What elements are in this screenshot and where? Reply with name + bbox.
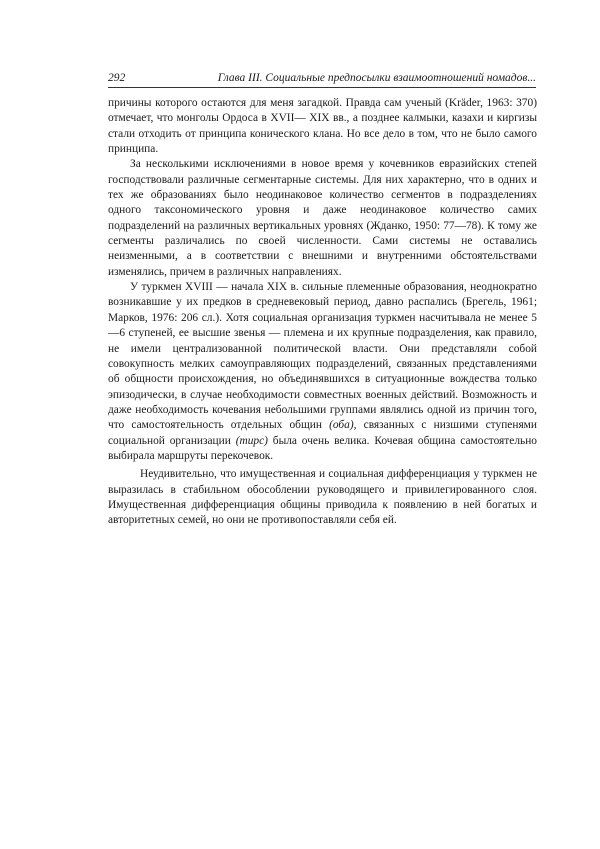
- term-oba: (оба),: [329, 419, 357, 432]
- paragraph-1: причины которого остаются для меня загадкой. Правда сам ученый (Kräder, 1963: 370) отмечает, что монголы Ордоса в XVII— XIX вв., а позднее калмыки, казахи и киргизы стали отходить от принципа конического клана. Но все дело в том, что не было самого принципа.: [108, 97, 537, 156]
- paragraph-2: За несколькими исключениями в новое время у кочевников евразийских степей господствовали различные сегментарные системы. Для них характерно, что в одних и тех же образованиях было неодинаковое количество сегментов в подразделениях одного таксономического уровня и даже неодинаковое количество самих подразделений на различных вертикальных уровнях (Жданко, 1950: 77—78). К тому же сегменты различались по своей численности. Сами системы не оставались неизменными, а в соответствии с внешними и внутренними обстоятельствами изменялись, причем в различных направлениях.: [108, 158, 537, 278]
- term-tire: (тирс): [235, 434, 268, 447]
- paragraph-3-part-2: связанных с низшими ступенями социальной организации: [108, 419, 537, 447]
- page-number: 292: [108, 72, 126, 84]
- header-rule: [108, 87, 536, 88]
- paragraph-3-part-3: была очень велика. Кочевая община самостоятельно выбирала маршруты перекочевок.: [108, 434, 537, 462]
- running-head: [108, 70, 536, 88]
- chapter-title: Глава III. Социальные предпосылки взаимоотношений номадов...: [217, 72, 536, 84]
- paragraph-4: Неудивительно, что имущественная и социальная дифференциация у туркмен не выразилась в стабильном обособлении руководящего и привилегированного слоя. Имущественная дифференциация общины приводила к появлению в ней богатых и авторитетных семей, но они не противопоставляли себя ей.: [108, 468, 537, 527]
- body-text: [108, 96, 537, 529]
- paragraph-3: [108, 280, 537, 464]
- paragraph-3-part-1: У туркмен XVIII — начала XIX в. сильные племенные образования, неоднократно возникавшие у их предков в средневековый период, давно распались (Брегель, 1961; Марков, 1976: 206 сл.). Хотя социальная организация туркмен насчитывала не менее 5—6 ступеней, ее высшие звенья — племена и их крупные подразделения, как правило, не имели централизованной политической власти. Они представляли собой совокупность мелких самоуправляющих подразделений, связанных представлениями об общности происхождения, но объединявшихся в ситуационные вождества только эпизодически, в случае необходимости совместных военных действий. Возможность и даже необходимость кочевания небольшими группами являлись одной из причин того, что самостоятельность отдельных общин: [108, 281, 537, 432]
